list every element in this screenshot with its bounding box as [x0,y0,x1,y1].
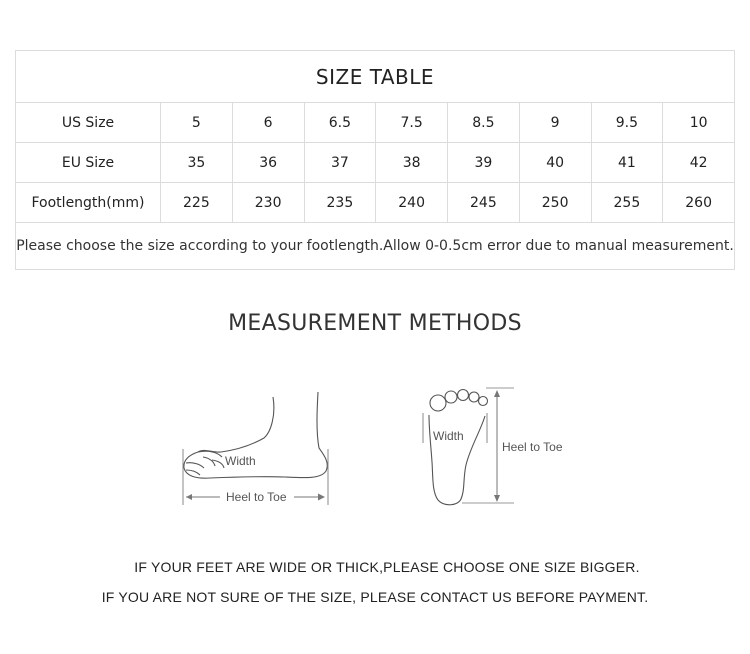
table-cell: 40 [519,143,591,183]
foot-sole-view-icon [429,390,488,505]
table-cell: 230 [232,183,304,223]
table-cell: 6 [232,103,304,143]
table-cell: 37 [304,143,376,183]
contact-note: IF YOU ARE NOT SURE OF THE SIZE, PLEASE CONTACT US BEFORE PAYMENT. [101,589,649,605]
row-header: EU Size [16,143,161,183]
table-cell: 9 [519,103,591,143]
table-cell: 36 [232,143,304,183]
table-cell: 5 [161,103,233,143]
sole-width-label: Width [433,429,464,443]
table-cell: 9.5 [591,103,663,143]
table-cell: 240 [376,183,448,223]
table-cell: 39 [448,143,520,183]
table-cell: 35 [161,143,233,183]
sole-heel-to-toe-label: Heel to Toe [502,440,563,454]
table-cell: 235 [304,183,376,223]
size-table-note: Please choose the size according to your footlength.Allow 0-0.5cm error due to manual measurement. [16,223,735,270]
row-header: US Size [16,103,161,143]
side-heel-to-toe-label: Heel to Toe [226,490,287,504]
table-cell: 260 [663,183,735,223]
table-cell: 38 [376,143,448,183]
table-row-footlength [16,183,735,223]
table-cell: 7.5 [376,103,448,143]
table-cell: 6.5 [304,103,376,143]
table-row-eu-size [16,143,735,183]
table-cell: 41 [591,143,663,183]
table-cell: 225 [161,183,233,223]
measurement-diagram [0,380,750,520]
table-cell: 250 [519,183,591,223]
size-table [15,50,735,270]
table-cell: 255 [591,183,663,223]
size-table-title: SIZE TABLE [16,51,735,103]
bigger-size-note: IF YOUR FEET ARE WIDE OR THICK,PLEASE CHOOSE ONE SIZE BIGGER. [134,559,640,575]
row-header: Footlength(mm) [16,183,161,223]
table-cell: 10 [663,103,735,143]
table-cell: 42 [663,143,735,183]
methods-title: MEASUREMENT METHODS [228,311,522,336]
table-row-us-size [16,103,735,143]
side-width-label: Width [225,454,256,468]
table-cell: 8.5 [448,103,520,143]
table-cell: 245 [448,183,520,223]
